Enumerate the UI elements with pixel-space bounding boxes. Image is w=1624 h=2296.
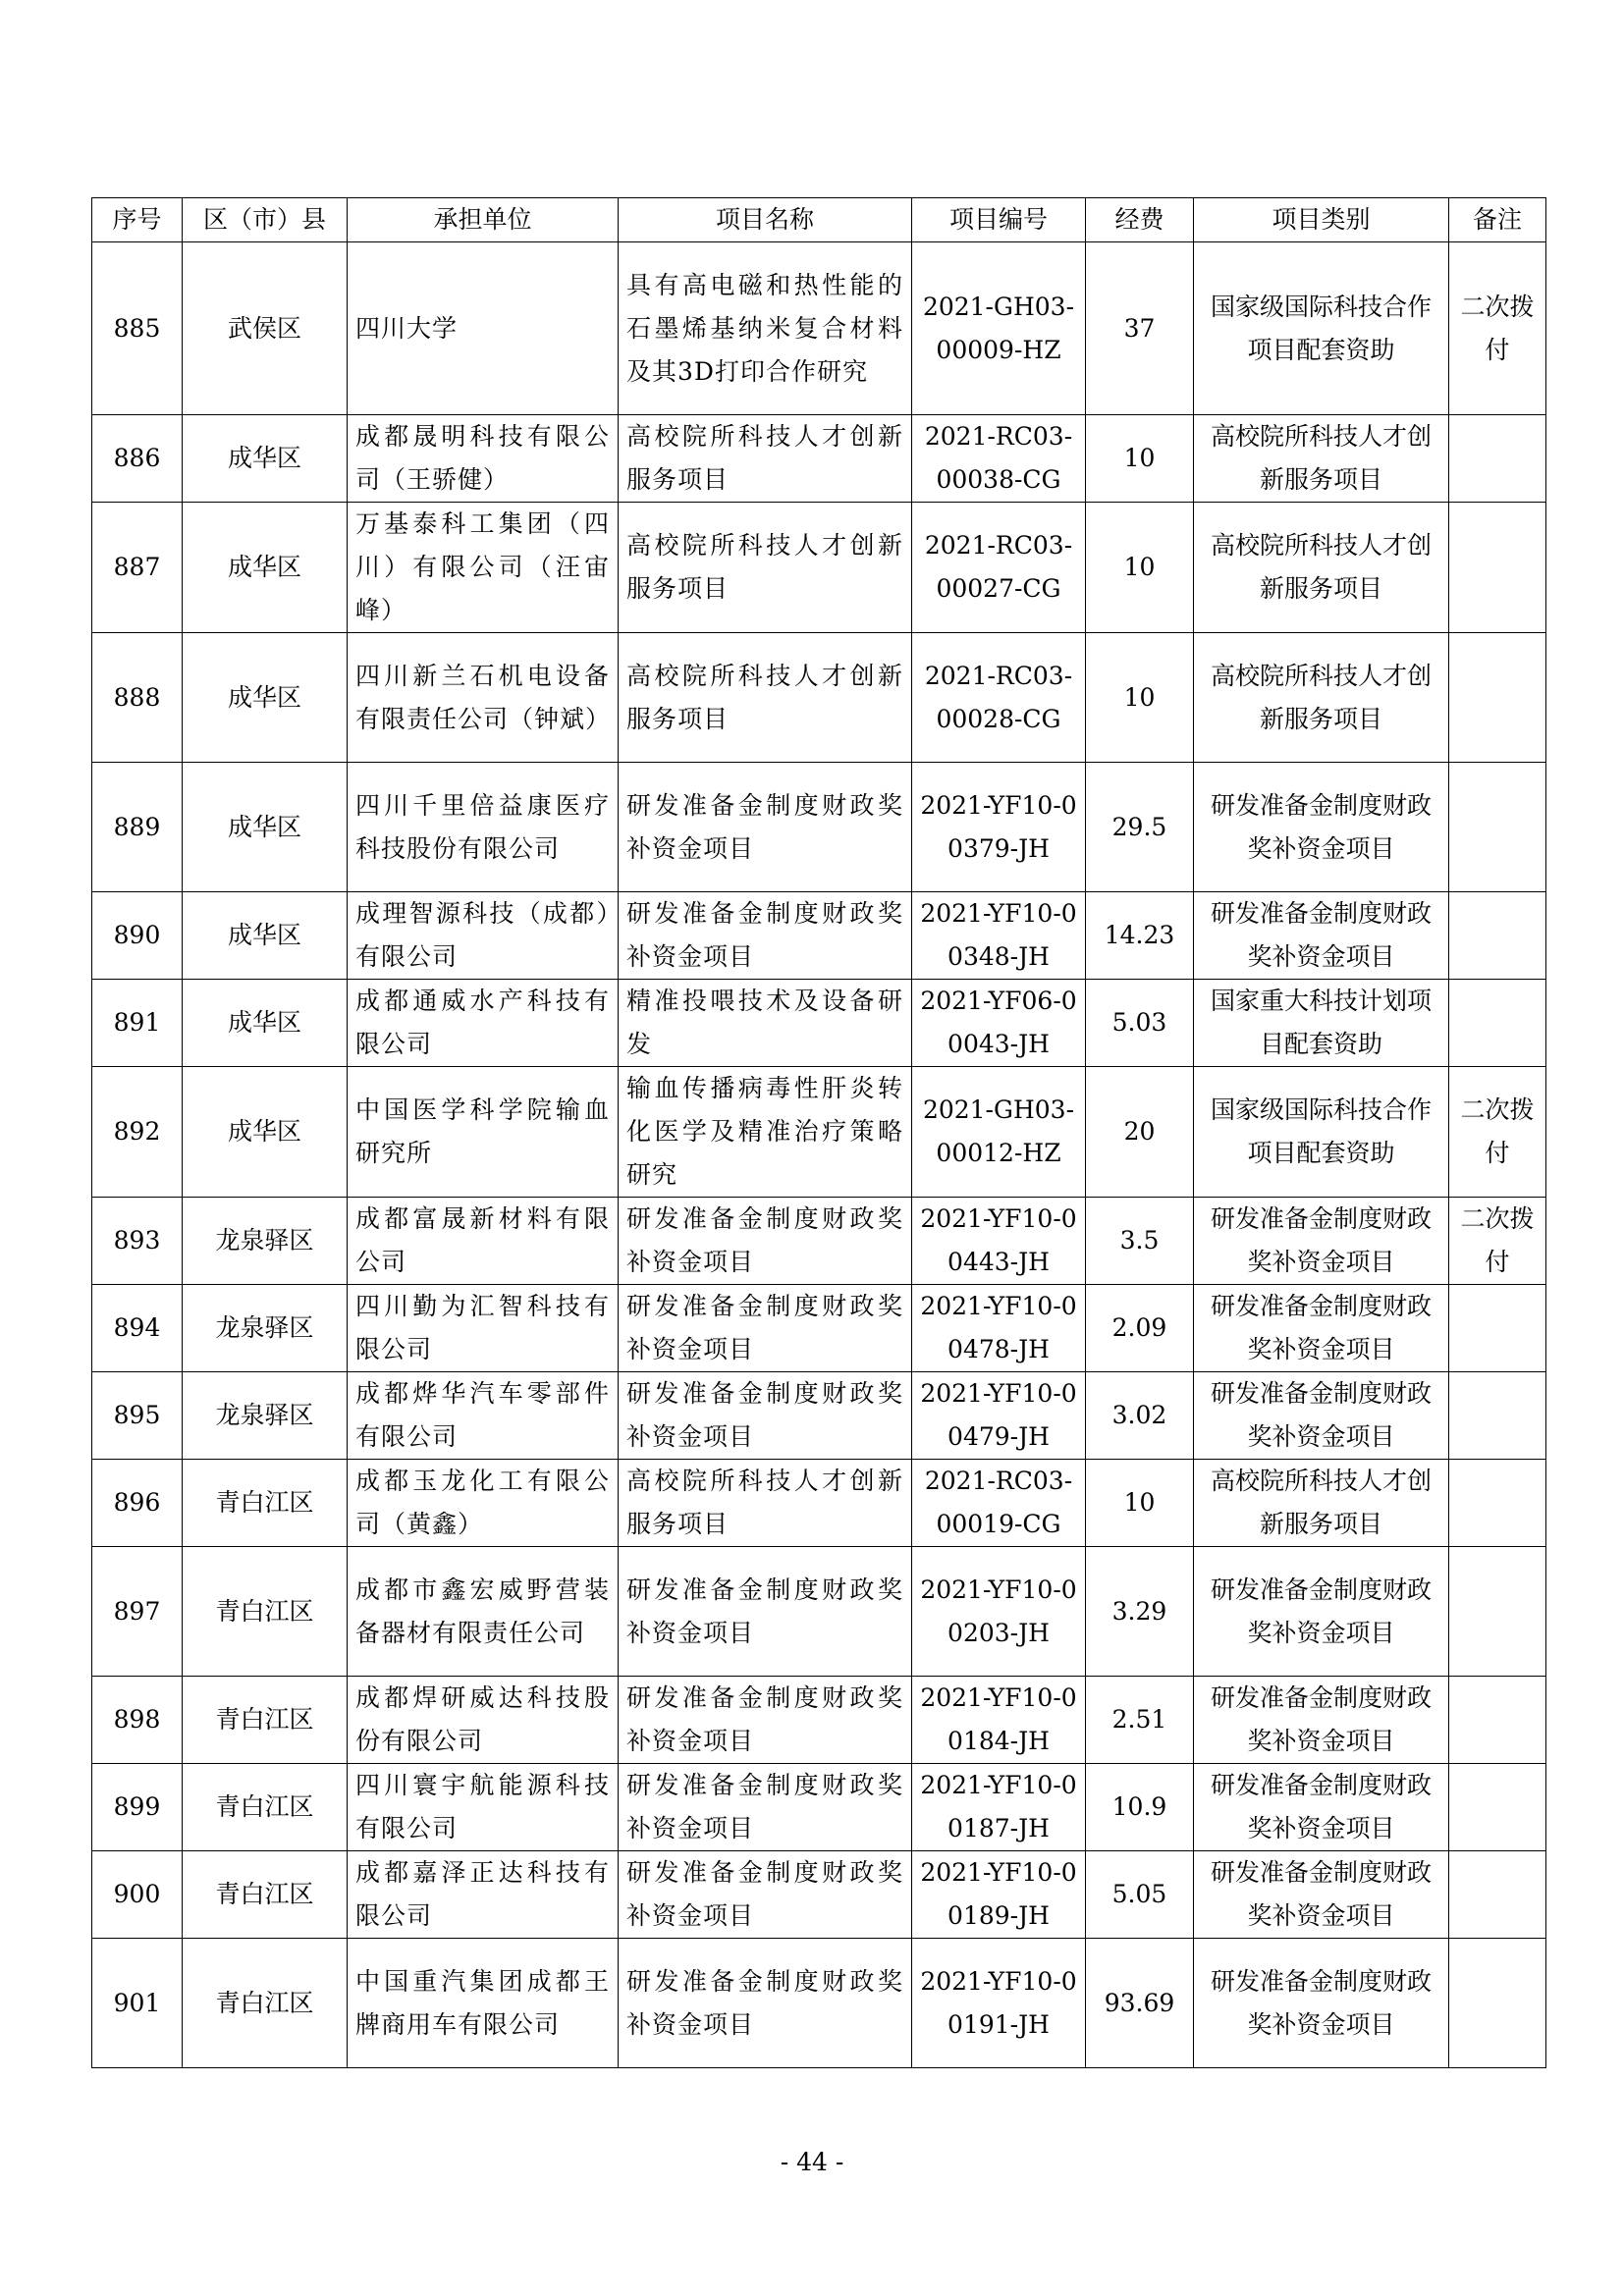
table-row	[92, 763, 1546, 892]
unit-cell: 成都嘉泽正达科技有限公司	[348, 1851, 619, 1939]
page-number: - 44 -	[780, 2148, 844, 2176]
unit-cell: 成都市鑫宏威野营装备器材有限责任公司	[348, 1547, 619, 1677]
project-name-cell: 研发准备金制度财政奖补资金项目	[619, 1198, 912, 1285]
unit-cell: 四川勤为汇智科技有限公司	[348, 1285, 619, 1372]
project-name-cell: 高校院所科技人才创新服务项目	[619, 503, 912, 633]
funds-cell: 10	[1086, 633, 1194, 763]
funds-cell: 37	[1086, 242, 1194, 415]
header-category: 项目类别	[1194, 198, 1449, 242]
table-row	[92, 1198, 1546, 1285]
project-code-cell: 2021-YF10-00379-JH	[912, 763, 1086, 892]
project-name-cell: 研发准备金制度财政奖补资金项目	[619, 1372, 912, 1460]
table-row	[92, 1547, 1546, 1677]
project-code-cell: 2021-YF10-00189-JH	[912, 1851, 1086, 1939]
project-code-cell: 2021-GH03-00009-HZ	[912, 242, 1086, 415]
seq-cell: 887	[92, 503, 183, 633]
table-body	[92, 242, 1546, 2068]
seq-cell: 897	[92, 1547, 183, 1677]
project-name-cell: 高校院所科技人才创新服务项目	[619, 633, 912, 763]
district-cell: 龙泉驿区	[183, 1372, 348, 1460]
project-code-cell: 2021-YF10-00187-JH	[912, 1764, 1086, 1851]
note-cell	[1449, 503, 1546, 633]
district-cell: 青白江区	[183, 1851, 348, 1939]
project-code-cell: 2021-RC03-00038-CG	[912, 415, 1086, 503]
category-cell: 研发准备金制度财政奖补资金项目	[1194, 892, 1449, 980]
unit-cell: 中国重汽集团成都王牌商用车有限公司	[348, 1939, 619, 2068]
category-cell: 研发准备金制度财政奖补资金项目	[1194, 763, 1449, 892]
note-cell	[1449, 1460, 1546, 1547]
project-code-cell: 2021-YF10-00184-JH	[912, 1677, 1086, 1764]
funds-cell: 29.5	[1086, 763, 1194, 892]
district-cell: 成华区	[183, 633, 348, 763]
project-name-cell: 研发准备金制度财政奖补资金项目	[619, 1851, 912, 1939]
funding-table	[91, 197, 1546, 2068]
funds-cell: 10	[1086, 503, 1194, 633]
seq-cell: 888	[92, 633, 183, 763]
note-cell	[1449, 1764, 1546, 1851]
seq-cell: 898	[92, 1677, 183, 1764]
category-cell: 研发准备金制度财政奖补资金项目	[1194, 1677, 1449, 1764]
table-row	[92, 633, 1546, 763]
header-project-code: 项目编号	[912, 198, 1086, 242]
table-header-row	[92, 198, 1546, 242]
category-cell: 高校院所科技人才创新服务项目	[1194, 503, 1449, 633]
funds-cell: 93.69	[1086, 1939, 1194, 2068]
district-cell: 青白江区	[183, 1764, 348, 1851]
seq-cell: 894	[92, 1285, 183, 1372]
table-row	[92, 503, 1546, 633]
category-cell: 研发准备金制度财政奖补资金项目	[1194, 1851, 1449, 1939]
unit-cell: 成都晟明科技有限公司（王骄健）	[348, 415, 619, 503]
project-code-cell: 2021-YF10-00203-JH	[912, 1547, 1086, 1677]
note-cell	[1449, 980, 1546, 1067]
note-cell: 二次拨付	[1449, 1198, 1546, 1285]
table-row	[92, 415, 1546, 503]
project-name-cell: 输血传播病毒性肝炎转化医学及精准治疗策略研究	[619, 1067, 912, 1198]
unit-cell: 成都玉龙化工有限公司（黄鑫）	[348, 1460, 619, 1547]
seq-cell: 889	[92, 763, 183, 892]
seq-cell: 896	[92, 1460, 183, 1547]
note-cell	[1449, 1677, 1546, 1764]
project-name-cell: 研发准备金制度财政奖补资金项目	[619, 1939, 912, 2068]
district-cell: 成华区	[183, 503, 348, 633]
project-code-cell: 2021-YF10-00478-JH	[912, 1285, 1086, 1372]
header-project-name: 项目名称	[619, 198, 912, 242]
funds-cell: 2.09	[1086, 1285, 1194, 1372]
header-seq: 序号	[92, 198, 183, 242]
district-cell: 龙泉驿区	[183, 1198, 348, 1285]
seq-cell: 890	[92, 892, 183, 980]
district-cell: 武侯区	[183, 242, 348, 415]
unit-cell: 成都富晟新材料有限公司	[348, 1198, 619, 1285]
note-cell	[1449, 1939, 1546, 2068]
project-name-cell: 研发准备金制度财政奖补资金项目	[619, 892, 912, 980]
project-code-cell: 2021-YF06-00043-JH	[912, 980, 1086, 1067]
district-cell: 成华区	[183, 980, 348, 1067]
table-row	[92, 242, 1546, 415]
project-code-cell: 2021-RC03-00019-CG	[912, 1460, 1086, 1547]
funds-cell: 20	[1086, 1067, 1194, 1198]
unit-cell: 四川新兰石机电设备有限责任公司（钟斌）	[348, 633, 619, 763]
note-cell	[1449, 633, 1546, 763]
table-row	[92, 1067, 1546, 1198]
note-cell	[1449, 1851, 1546, 1939]
category-cell: 高校院所科技人才创新服务项目	[1194, 1460, 1449, 1547]
funds-cell: 2.51	[1086, 1677, 1194, 1764]
project-name-cell: 研发准备金制度财政奖补资金项目	[619, 763, 912, 892]
project-name-cell: 研发准备金制度财政奖补资金项目	[619, 1677, 912, 1764]
table-row	[92, 1460, 1546, 1547]
category-cell: 研发准备金制度财政奖补资金项目	[1194, 1547, 1449, 1677]
seq-cell: 892	[92, 1067, 183, 1198]
project-code-cell: 2021-GH03-00012-HZ	[912, 1067, 1086, 1198]
header-unit: 承担单位	[348, 198, 619, 242]
district-cell: 龙泉驿区	[183, 1285, 348, 1372]
unit-cell: 成都烨华汽车零部件有限公司	[348, 1372, 619, 1460]
unit-cell: 万基泰科工集团（四川）有限公司（汪宙峰）	[348, 503, 619, 633]
project-code-cell: 2021-RC03-00027-CG	[912, 503, 1086, 633]
category-cell: 研发准备金制度财政奖补资金项目	[1194, 1372, 1449, 1460]
note-cell	[1449, 1547, 1546, 1677]
project-code-cell: 2021-RC03-00028-CG	[912, 633, 1086, 763]
category-cell: 研发准备金制度财政奖补资金项目	[1194, 1285, 1449, 1372]
table-row	[92, 1851, 1546, 1939]
project-code-cell: 2021-YF10-00191-JH	[912, 1939, 1086, 2068]
seq-cell: 893	[92, 1198, 183, 1285]
district-cell: 青白江区	[183, 1547, 348, 1677]
note-cell	[1449, 892, 1546, 980]
funds-cell: 10	[1086, 415, 1194, 503]
unit-cell: 成都焊研威达科技股份有限公司	[348, 1677, 619, 1764]
category-cell: 高校院所科技人才创新服务项目	[1194, 415, 1449, 503]
funds-cell: 5.03	[1086, 980, 1194, 1067]
header-note: 备注	[1449, 198, 1546, 242]
district-cell: 青白江区	[183, 1677, 348, 1764]
project-name-cell: 具有高电磁和热性能的石墨烯基纳米复合材料及其3D打印合作研究	[619, 242, 912, 415]
unit-cell: 中国医学科学院输血研究所	[348, 1067, 619, 1198]
funds-cell: 10.9	[1086, 1764, 1194, 1851]
table-row	[92, 1764, 1546, 1851]
note-cell	[1449, 1372, 1546, 1460]
funds-cell: 3.29	[1086, 1547, 1194, 1677]
project-code-cell: 2021-YF10-00348-JH	[912, 892, 1086, 980]
funds-cell: 5.05	[1086, 1851, 1194, 1939]
seq-cell: 900	[92, 1851, 183, 1939]
unit-cell: 成理智源科技（成都）有限公司	[348, 892, 619, 980]
project-name-cell: 研发准备金制度财政奖补资金项目	[619, 1764, 912, 1851]
project-name-cell: 研发准备金制度财政奖补资金项目	[619, 1547, 912, 1677]
district-cell: 成华区	[183, 415, 348, 503]
project-code-cell: 2021-YF10-00479-JH	[912, 1372, 1086, 1460]
district-cell: 青白江区	[183, 1460, 348, 1547]
project-name-cell: 高校院所科技人才创新服务项目	[619, 1460, 912, 1547]
project-name-cell: 高校院所科技人才创新服务项目	[619, 415, 912, 503]
category-cell: 高校院所科技人才创新服务项目	[1194, 633, 1449, 763]
note-cell: 二次拨付	[1449, 1067, 1546, 1198]
funds-cell: 3.5	[1086, 1198, 1194, 1285]
project-code-cell: 2021-YF10-00443-JH	[912, 1198, 1086, 1285]
category-cell: 国家级国际科技合作项目配套资助	[1194, 1067, 1449, 1198]
seq-cell: 901	[92, 1939, 183, 2068]
unit-cell: 四川大学	[348, 242, 619, 415]
category-cell: 国家级国际科技合作项目配套资助	[1194, 242, 1449, 415]
note-cell	[1449, 1285, 1546, 1372]
header-district: 区（市）县	[183, 198, 348, 242]
seq-cell: 885	[92, 242, 183, 415]
project-name-cell: 精准投喂技术及设备研发	[619, 980, 912, 1067]
unit-cell: 四川寰宇航能源科技有限公司	[348, 1764, 619, 1851]
district-cell: 成华区	[183, 763, 348, 892]
table-row	[92, 1372, 1546, 1460]
table-row	[92, 1285, 1546, 1372]
seq-cell: 895	[92, 1372, 183, 1460]
table-row	[92, 1677, 1546, 1764]
district-cell: 成华区	[183, 892, 348, 980]
funds-cell: 10	[1086, 1460, 1194, 1547]
unit-cell: 四川千里倍益康医疗科技股份有限公司	[348, 763, 619, 892]
note-cell: 二次拨付	[1449, 242, 1546, 415]
project-name-cell: 研发准备金制度财政奖补资金项目	[619, 1285, 912, 1372]
header-funds: 经费	[1086, 198, 1194, 242]
district-cell: 青白江区	[183, 1939, 348, 2068]
seq-cell: 899	[92, 1764, 183, 1851]
seq-cell: 891	[92, 980, 183, 1067]
table-row	[92, 1939, 1546, 2068]
table-row	[92, 892, 1546, 980]
funds-cell: 14.23	[1086, 892, 1194, 980]
category-cell: 研发准备金制度财政奖补资金项目	[1194, 1764, 1449, 1851]
category-cell: 国家重大科技计划项目配套资助	[1194, 980, 1449, 1067]
note-cell	[1449, 763, 1546, 892]
unit-cell: 成都通威水产科技有限公司	[348, 980, 619, 1067]
note-cell	[1449, 415, 1546, 503]
category-cell: 研发准备金制度财政奖补资金项目	[1194, 1198, 1449, 1285]
seq-cell: 886	[92, 415, 183, 503]
category-cell: 研发准备金制度财政奖补资金项目	[1194, 1939, 1449, 2068]
funds-cell: 3.02	[1086, 1372, 1194, 1460]
table-row	[92, 980, 1546, 1067]
district-cell: 成华区	[183, 1067, 348, 1198]
